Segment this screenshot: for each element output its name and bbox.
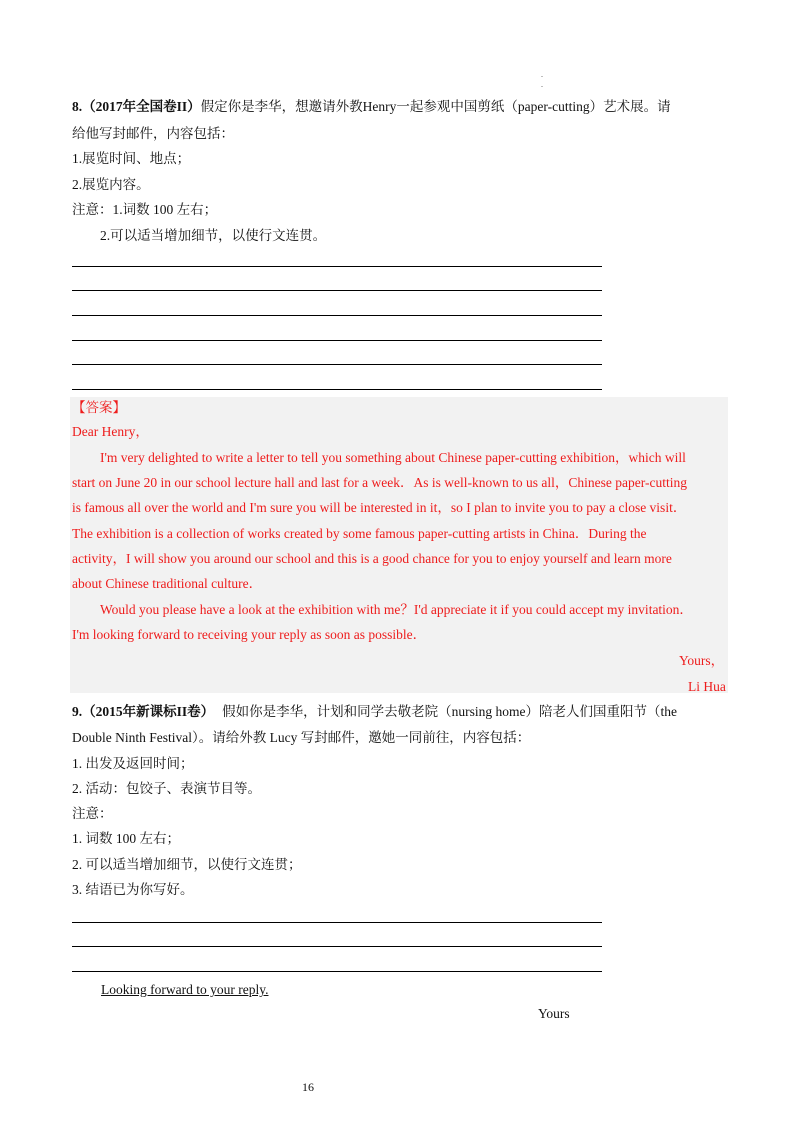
- answer-signature: Li Hua: [688, 679, 726, 694]
- q8-line2: 给他写封邮件，内容包括：: [72, 126, 234, 141]
- q8-note1: 注意：1.词数 100 左右；: [72, 202, 218, 217]
- q9-note-label: 注意：: [72, 806, 113, 821]
- q9-item2: 2. 活动：包饺子、表演节目等。: [72, 781, 261, 796]
- answer-line: start on June 20 in our school lecture hall and last for a week．As is well-known to us all，Chinese paper-cutting: [72, 475, 687, 490]
- answer-line: I'm looking forward to receiving your reply as soon as possible．: [72, 627, 427, 642]
- answer-line: The exhibition is a collection of works created by some famous paper-cutting artists in China．During the: [72, 526, 647, 541]
- q8-item2: 2.展览内容。: [72, 177, 150, 192]
- page-number: 16: [302, 1080, 314, 1094]
- answer-line: I'm very delighted to write a letter to tell you something about Chinese paper-cutting exhibition，which will: [100, 450, 686, 465]
- q9-note3: 3. 结语已为你写好。: [72, 882, 194, 897]
- q8-writing-line: [72, 290, 602, 291]
- answer-greeting: Dear Henry，: [72, 424, 149, 439]
- q9-prompt-line1: 假如你是李华，计划和同学去敬老院（nursing home）陪老人们国重阳节（the: [222, 704, 678, 719]
- q8-number: 8.: [72, 99, 83, 114]
- answer-line: Would you please have a look at the exhibition with me？I'd appreciate it if you could accept my invitation．: [100, 602, 693, 617]
- q8-writing-line: [72, 266, 602, 267]
- q9-writing-line: [72, 946, 602, 947]
- q9-note1: 1. 词数 100 左右；: [72, 831, 180, 846]
- q8-writing-line: [72, 389, 602, 390]
- q9-writing-line: [72, 971, 602, 972]
- q8-item1: 1.展览时间、地点；: [72, 151, 191, 166]
- answer-closing: Yours，: [679, 653, 725, 668]
- q8-writing-line: [72, 364, 602, 365]
- answer-line: is famous all over the world and I'm sure you will be interested in it，so I plan to invite you to pay a close visit．: [72, 500, 687, 515]
- q9-given-closing: Looking forward to your reply.: [101, 982, 269, 997]
- q9-line2: Double Ninth Festival）。请给外教 Lucy 写封邮件，邀她一同前往，内容包括：: [72, 730, 531, 745]
- q9-note2: 2. 可以适当增加细节，以使行文连贯；: [72, 857, 302, 872]
- answer-tag: 【答案】: [72, 400, 126, 415]
- q9-writing-line: [72, 922, 602, 923]
- q8-line1: [72, 97, 671, 117]
- q8-writing-line: [72, 340, 602, 341]
- q9-yours: Yours: [538, 1006, 570, 1021]
- q8-prompt-line1: 假定你是李华，想邀请外教Henry一起参观中国剪纸（paper-cutting）艺术展。请: [200, 99, 671, 114]
- q8-writing-line: [72, 315, 602, 316]
- q9-source: （2015年新课标II卷）: [82, 704, 215, 719]
- q9-line1: [72, 702, 677, 722]
- header-dots: . .: [541, 70, 543, 89]
- q9-item1: 1. 出发及返回时间；: [72, 756, 194, 771]
- answer-line: about Chinese traditional culture．: [72, 576, 263, 591]
- q9-number: 9.: [72, 704, 83, 719]
- answer-line: activity，I will show you around our school and this is a good chance for you to enjoy yourself and learn more: [72, 551, 672, 566]
- q8-source: （2017年全国卷II）: [82, 99, 201, 114]
- q8-note2: 2.可以适当增加细节，以使行文连贯。: [100, 228, 327, 243]
- answer-box: [70, 397, 728, 693]
